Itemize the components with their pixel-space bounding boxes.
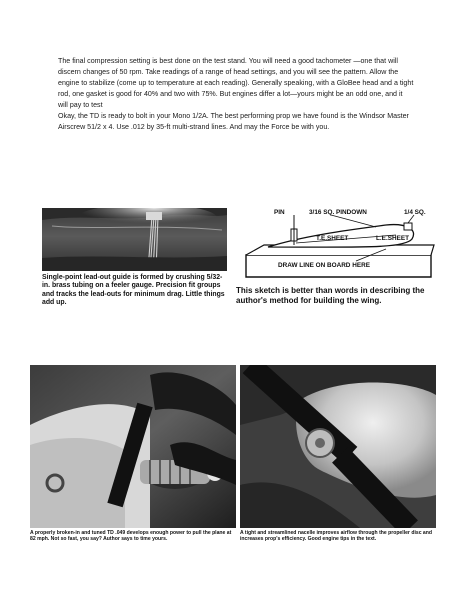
nacelle-caption: A tight and streamlined nacelle improves airflow through the propeller disc and increases prop's efficiency. Good engine tips in the text. xyxy=(240,530,432,543)
wing-sketch-caption: This sketch is better than words in describing the author's method for building the wing. xyxy=(236,286,425,305)
engine-caption: A properly broken-in and tuned TD .049 develops enough power to pull the plane at 82 mph. Not so fast, you say? Author says to time yours. xyxy=(30,530,232,543)
sketch-label-pin: PIN xyxy=(274,209,285,216)
sketch-label-draw-line: DRAW LINE ON BOARD HERE xyxy=(278,262,370,269)
nacelle-photo xyxy=(240,365,436,528)
wing-sketch-drawing xyxy=(236,205,436,283)
engine-photo xyxy=(30,365,236,528)
sketch-label-quarter-sq: 1/4 SQ. xyxy=(404,209,426,216)
nacelle-image xyxy=(240,365,436,528)
sketch-label-pindown: 3/16 SQ. PINDOWN xyxy=(309,209,367,216)
article-paragraph-2: Okay, the TD is ready to bolt in your Mono 1/2A. The best performing prop we have found is the Windsor Master Airscrew 51/2 x 4. Use .012 by 35-ft multi-strand lines. And may the Force be with you. xyxy=(58,112,409,131)
leadout-guide-image xyxy=(42,208,227,271)
leadout-guide-caption: Single-point lead-out guide is formed by crushing 5/32-in. brass tubing on a feeler gauge. Precision fit groups and tracks the lead-outs for minimum drag. Little things add up. xyxy=(42,274,225,307)
article-body xyxy=(58,56,414,133)
engine-image xyxy=(30,365,236,528)
sketch-label-te-sheet: T.E.SHEET xyxy=(316,235,349,242)
sketch-label-le-sheet: L.E.SHEET xyxy=(376,235,410,242)
leadout-guide-photo xyxy=(42,208,227,271)
wing-building-sketch xyxy=(236,205,436,283)
article-paragraph-1: The final compression setting is best done on the test stand. You will need a good tachometer —one that will discern changes of 50 rpm. Take readings of a range of head settings, and you will see the pattern. Allow the engine to stabilize (come up to temperature at each reading). Generally speaking, with a GloBee head and a tight rod, one gasket is good for 40% and two with 75%. But engines differ a lot—yours might be an odd one, and it will pay to test xyxy=(58,57,414,109)
